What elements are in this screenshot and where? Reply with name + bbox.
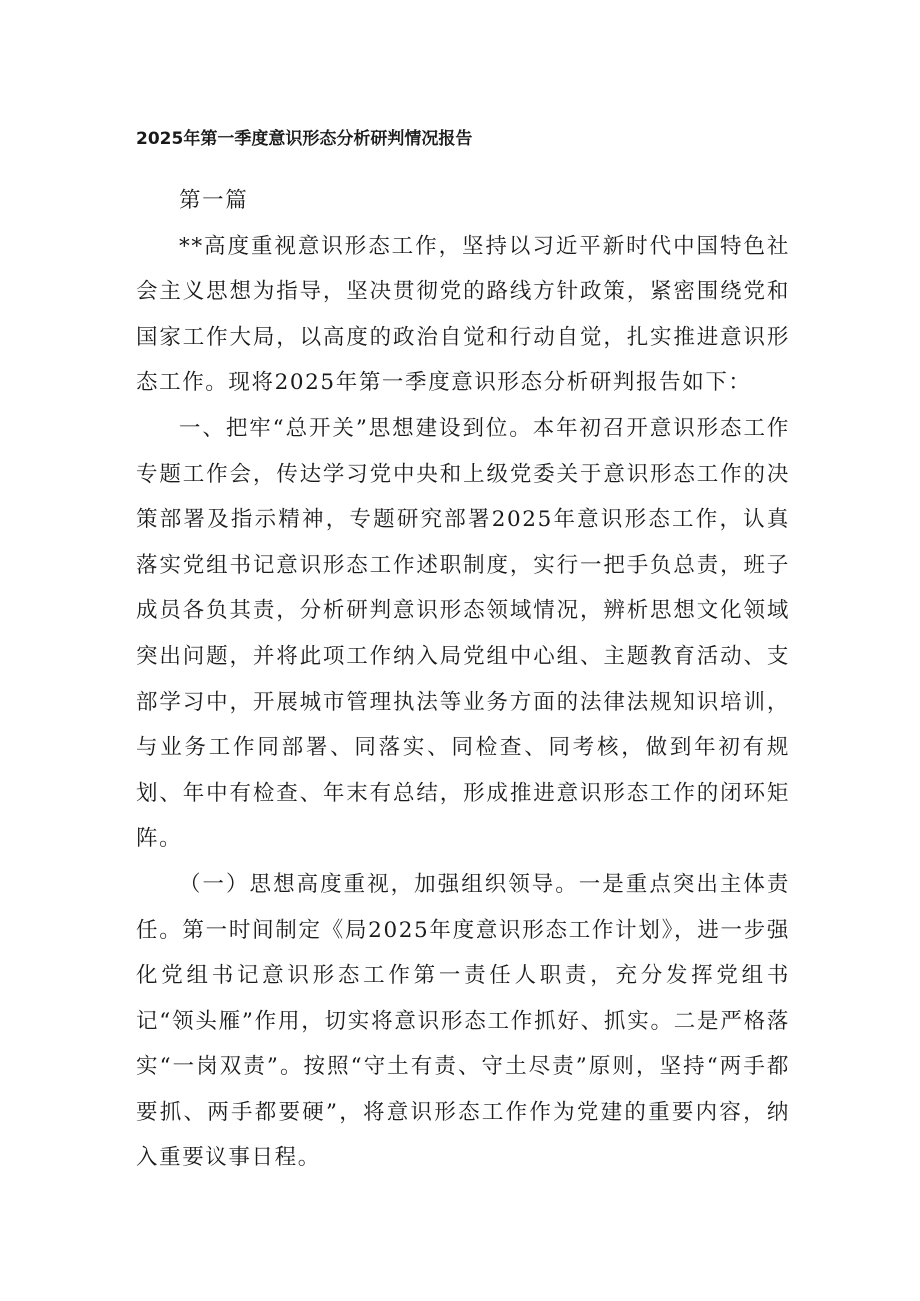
paragraph-intro: **高度重视意识形态工作，坚持以习近平新时代中国特色社会主义思想为指导，坚决贯彻党的路线方针政策，紧密围绕党和国家工作大局，以高度的政治自觉和行动自觉，扎实推进意识形态工作。现将2025年第一季度意识形态分析研判报告如下： (136, 233, 790, 396)
document-title: 2025年第一季度意识形态分析研判情况报告 (136, 129, 473, 149)
document-body (136, 178, 790, 1181)
section-label: 第一篇 (179, 188, 249, 213)
paragraph-subsection-one: （一）思想高度重视，加强组织领导。一是重点突出主体责任。第一时间制定《局2025年度意识形态工作计划》，进一步强化党组书记意识形态工作第一责任人职责，充分发挥党组书记“领头雁”作用，切实将意识形态工作抓好、抓实。二是严格落实“一岗双责”。按照“守土有责、守土尽责”原则，坚持“两手都要抓、两手都要硬”，将意识形态工作作为党建的重要内容，纳入重要议事日程。 (136, 871, 790, 1171)
paragraph-section-one: 一、把牢“总开关”思想建设到位。本年初召开意识形态工作专题工作会，传达学习党中央和上级党委关于意识形态工作的决策部署及指示精神，专题研究部署2025年意识形态工作，认真落实党组书记意识形态工作述职制度，实行一把手负总责，班子成员各负其责，分析研判意识形态领域情况，辨析思想文化领域突出问题，并将此项工作纳入局党组中心组、主题教育活动、支部学习中，开展城市管理执法等业务方面的法律法规知识培训，与业务工作同部署、同落实、同检查、同考核，做到年初有规划、年中有检查、年末有总结，形成推进意识形态工作的闭环矩阵。 (136, 415, 790, 852)
